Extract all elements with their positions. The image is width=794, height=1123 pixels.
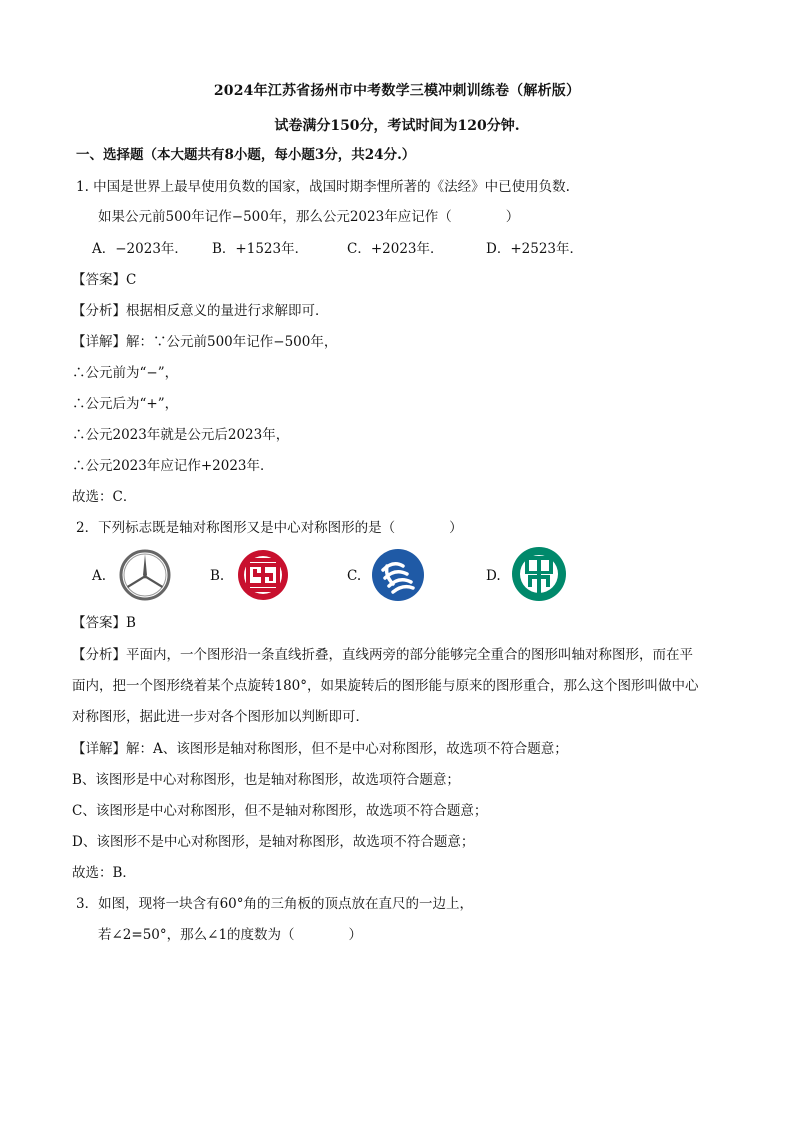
q1-conclusion: 故选：C．	[72, 489, 137, 505]
q2-option-d-label: D.	[486, 568, 501, 584]
q1-detail-line: ∴公元前为“−”，	[72, 365, 179, 381]
q2-stem: 2．下列标志既是轴对称图形又是中心对称图形的是（ ）	[76, 520, 463, 536]
q1-detail-line: ∴公元后为“+”，	[72, 396, 179, 412]
q1-option-d: D．+2523年．	[486, 241, 583, 257]
q1-detail-line: 【详解】解：∵公元前500年记作−500年，	[72, 334, 338, 350]
q1-stem-line-2: 如果公元前500年记作−500年，那么公元2023年应记作（ ）	[98, 209, 520, 225]
china-mobile-logo-icon	[371, 548, 425, 606]
q1-detail-line: ∴公元2023年应记作+2023年．	[72, 458, 274, 474]
q2-detail-line: C、该图形是中心对称图形，但不是轴对称图形，故选项不符合题意；	[72, 803, 488, 819]
q1-option-a: A．−2023年．	[92, 241, 188, 257]
q2-option-a-label: A.	[92, 568, 107, 584]
q2-option-c-label: C.	[347, 568, 362, 584]
q3-stem-line-2: 若∠2=50°，那么∠1的度数为（ ）	[98, 927, 363, 943]
document-title: 2024年江苏省扬州市中考数学三模冲刺训练卷（解析版）	[213, 83, 581, 99]
q1-option-c: C．+2023年．	[347, 241, 444, 257]
q2-conclusion: 故选：B．	[72, 865, 136, 881]
q1-answer: 【答案】C	[72, 272, 137, 288]
section-heading: 一、选择题（本大题共有8小题，每小题3分，共24分.）	[76, 147, 416, 163]
q2-detail-line: 【详解】解：A、该图形是轴对称图形，但不是中心对称图形，故选项不符合题意；	[72, 741, 568, 757]
q2-detail-line: B、该图形是中心对称图形，也是轴对称图形，故选项符合题意；	[72, 772, 460, 788]
q2-option-b-label: B.	[210, 568, 225, 584]
exam-info: 试卷满分150分，考试时间为120分钟.	[274, 118, 520, 134]
q1-analysis: 【分析】根据相反意义的量进行求解即可．	[72, 303, 329, 319]
q2-analysis-line: 面内，把一个图形绕着某个点旋转180°，如果旋转后的图形能与原来的图形重合，那么这个图形叫做中心	[72, 678, 699, 694]
icbc-bank-logo-icon	[236, 548, 290, 606]
mercedes-star-logo-icon	[118, 548, 172, 606]
q2-answer: 【答案】B	[72, 615, 136, 631]
q1-option-b: B．+1523年．	[212, 241, 309, 257]
q1-detail-line: ∴公元2023年就是公元后2023年，	[72, 427, 290, 443]
q2-analysis-line: 对称图形，据此进一步对各个图形加以判断即可．	[72, 709, 369, 725]
agricultural-bank-logo-icon	[511, 546, 567, 606]
q2-analysis-line: 【分析】平面内，一个图形沿一条直线折叠，直线两旁的部分能够完全重合的图形叫轴对称图形，而在平	[72, 647, 693, 663]
q2-detail-line: D、该图形不是中心对称图形，是轴对称图形，故选项不符合题意；	[72, 834, 475, 850]
q3-stem-line-1: 3．如图，现将一块含有60°角的三角板的顶点放在直尺的一边上，	[76, 896, 474, 912]
q1-stem-line-1: 1. 中国是世界上最早使用负数的国家，战国时期李悝所著的《法经》中已使用负数.	[76, 179, 570, 195]
